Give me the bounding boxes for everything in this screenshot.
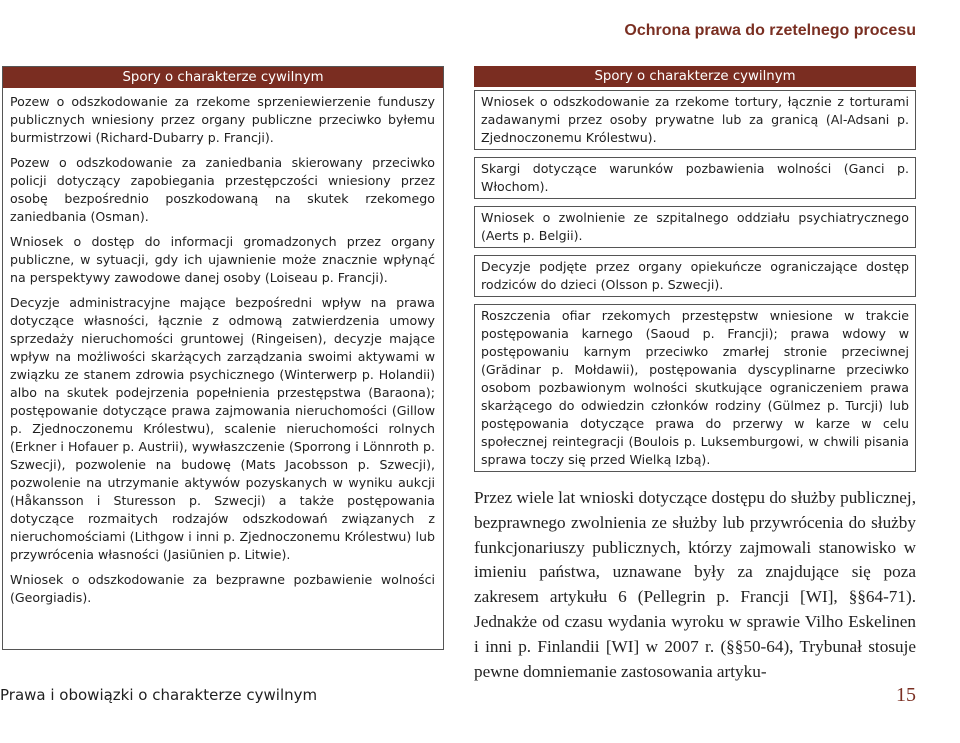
right-box-item: Wniosek o odszkodowanie za rzekome tortury, łącznie z torturami zadawanymi przez osoby prywatne lub za granicą (Al-Adsani p. Zjednoczonemu Królestwu). bbox=[474, 90, 916, 150]
left-box-body bbox=[3, 88, 443, 607]
left-box-item: Wniosek o dostęp do informacji gromadzonych przez organy publiczne, w sytuacji, gdy ich ujawnienie może znacznie wpłynąć na perspektywy zawodowe danej osoby (Loiseau p. Francji). bbox=[10, 234, 435, 285]
right-info-box bbox=[474, 66, 916, 476]
page-number: 15 bbox=[896, 684, 916, 706]
left-info-box bbox=[2, 66, 444, 650]
left-box-item: Decyzje administracyjne mające bezpośredni wpływ na prawa dotyczące własności, łącznie z odmową zatwierdzenia umowy sprzedaży nieruchomości gruntowej (Ringeisen), decyzje mające wpływ na możliwości skarżących zarządzania swoimi aktywami w związku ze stanem zdrowia psychicznego (Winterwerp p. Holandii) albo na skutek podejrzenia popełnienia przestępstwa (Baraona); postępowanie dotyczące prawa zajmowania nieruchomości (Gillow p. Zjednoczonemu Królestwu), scalenie nieruchomości rolnych (Erkner i Hofauer p. Austrii), wywłaszczenie (Sporrong i Lönnroth p. Szwecji), pozwolenie na budowę (Mats Jacobsson p. Szwecji), pozwolenie na utrzymanie aktywów pozyskanych w wyniku aukcji (Håkansson i Sturesson p. Szwecji) a także postępowania dotyczące rozmaitych rodzajów odszkodowań związanych z nieruchomościami (Lithgow i inni p. Zjednoczonemu Królestwu) lub przywrócenia własności (Jasiūnien p. Litwie). bbox=[10, 295, 435, 562]
right-box-item: Skargi dotyczące warunków pozbawienia wolności (Ganci p. Włochom). bbox=[474, 157, 916, 199]
left-box-item: Wniosek o odszkodowanie za bezprawne pozbawienie wolności (Georgiadis). bbox=[10, 572, 435, 605]
right-box-item: Roszczenia ofiar rzekomych przestępstw wniesione w trakcie postępowania karnego (Saoud p. Francji); prawa wdowy w postępowaniu karnym przeciwko zmarłej stronie przeciwnej (Grădinar p. Mołdawii), postępowania dyscyplinarne przeciwko osobom pozbawionym wolności skutkujące ograniczeniem prawa skarżącego do odwiedzin członków rodziny (Gülmez p. Turcji) lub postępowania dotyczące prawa do przerwy w karze w celu społecznej reintegracji (Boulois p. Luksemburgowi, w chwili pisania sprawa toczy się przed Wielką Izbą). bbox=[474, 304, 916, 472]
right-box-body bbox=[474, 87, 916, 472]
right-box-title: Spory o charakterze cywilnym bbox=[474, 66, 916, 87]
body-paragraph: Przez wiele lat wnioski dotyczące dostępu do służby publicznej, bezprawnego zwolnienia ze służby lub przywrócenia do służby funkcjonariuszy publicznych, którzy zajmowali stanowisko w imieniu państwa, uznawane były za znajdujące się poza zakresem artykułu 6 (Pellegrin p. Francji [WI], §§64-71). Jednakże od czasu wydania wyroku w sprawie Vilho Eskelinen i inni p. Finlandii [WI] w 2007 r. (§§50-64), Trybunał stosuje pewne domniemanie zastosowania artyku- bbox=[474, 488, 916, 681]
left-box-title: Spory o charakterze cywilnym bbox=[3, 67, 443, 88]
right-box-item: Decyzje podjęte przez organy opiekuńcze ograniczające dostęp rodziców do dzieci (Olsson p. Szwecji). bbox=[474, 255, 916, 297]
footer-section-title: Prawa i obowiązki o charakterze cywilnym bbox=[0, 686, 318, 704]
right-box-item: Wniosek o zwolnienie ze szpitalnego oddziału psychiatrycznego (Aerts p. Belgii). bbox=[474, 206, 916, 248]
running-header: Ochrona prawa do rzetelnego procesu bbox=[624, 22, 916, 39]
left-box-item: Pozew o odszkodowanie za zaniedbania skierowany przeciwko policji dotyczący zapobiegania przestępczości wniesiony przez osobę bezpośrednio poszkodowaną na skutek rzekomego zaniedbania (Osman). bbox=[10, 155, 435, 224]
left-box-item: Pozew o odszkodowanie za rzekome sprzeniewierzenie funduszy publicznych wniesiony przez organy publiczne przeciwko byłemu burmistrzowi (Richard-Dubarry p. Francji). bbox=[10, 94, 435, 145]
